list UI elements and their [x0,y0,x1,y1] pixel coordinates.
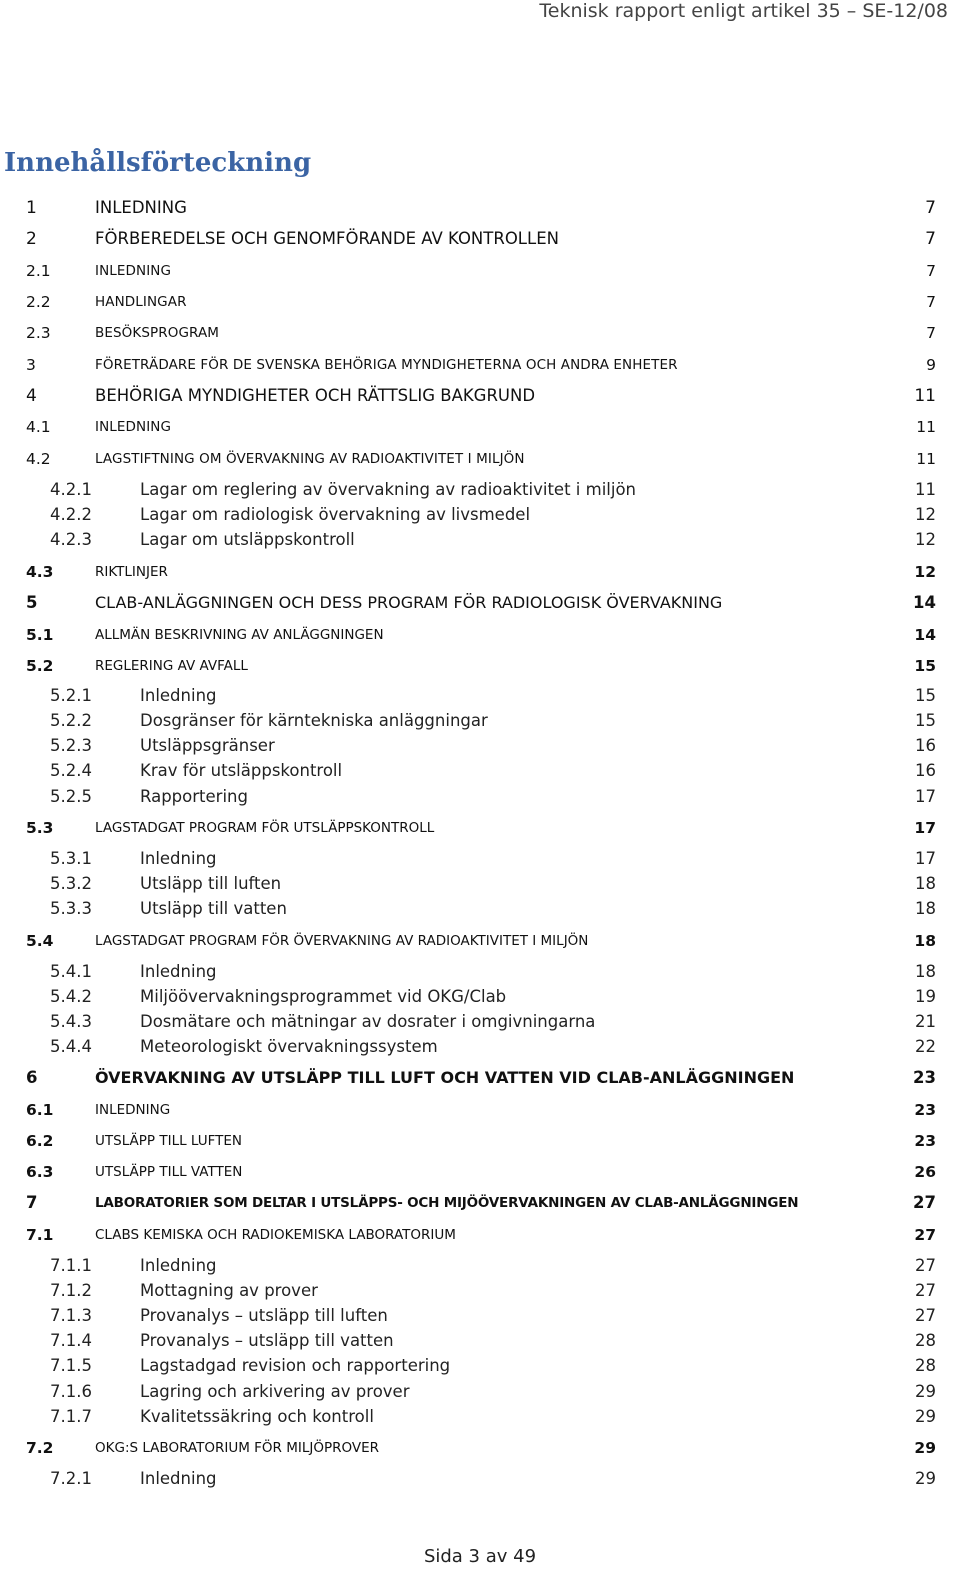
toc-entry-page: 7 [925,229,936,249]
toc-entry[interactable] [0,1329,960,1353]
toc-entry[interactable] [0,1191,960,1215]
toc-entry-number: 2 [26,229,37,249]
toc-entry-page: 11 [914,386,936,406]
toc-entry-label: INLEDNING [95,419,172,435]
toc-entry-number: 5.4.2 [50,987,92,1006]
toc-entry-label: Lagstadgad revision och rapportering [140,1356,451,1375]
toc-entry-label: Inledning [140,1256,217,1275]
toc-entry[interactable] [0,1405,960,1429]
toc-entry-label: UTSLÄPP TILL LUFTEN [95,1133,243,1149]
toc-entry-number: 7.1 [26,1226,54,1244]
toc-entry-page: 19 [915,987,936,1006]
toc-entry-number: 4.1 [26,418,51,436]
toc-entry-number: 4.3 [26,563,54,581]
toc-entry-number: 7.1.1 [50,1256,92,1275]
toc-entry-number: 5.3.1 [50,849,92,868]
toc-entry-label: REGLERING AV AVFALL [95,658,248,674]
toc-entry-label: RIKTLINJER [95,564,168,580]
toc-entry-number: 7.1.6 [50,1382,92,1401]
toc-entry-page: 27 [915,1256,936,1275]
toc-entry-label: Mottagning av prover [140,1281,318,1300]
toc-entry-page: 27 [913,1193,936,1212]
toc-entry[interactable] [0,196,960,220]
toc-entry-number: 6 [26,1068,38,1087]
toc-entry-label: Lagar om reglering av övervakning av radioaktivitet i miljön [140,480,636,499]
toc-entry-page: 23 [914,1101,936,1119]
toc-title: Innehållsförteckning [4,148,312,178]
toc-entry-number: 7 [26,1193,38,1212]
toc-entry-label: Inledning [140,962,217,981]
toc-entry[interactable] [0,654,960,678]
toc-entry-number: 5.3.3 [50,899,92,918]
toc-entry[interactable] [0,1129,960,1153]
toc-entry-page: 21 [915,1012,936,1031]
toc-entry[interactable] [0,1354,960,1378]
toc-entry-page: 15 [915,686,936,705]
toc-entry-page: 18 [915,874,936,893]
toc-entry-number: 7.1.7 [50,1407,92,1426]
toc-entry-label: BEHÖRIGA MYNDIGHETER OCH RÄTTSLIG BAKGRUND [95,386,536,405]
toc-entry[interactable] [0,1380,960,1404]
toc-entry-number: 4 [26,386,37,406]
toc-entry-number: 5.2.5 [50,787,92,806]
toc-entry[interactable] [0,478,960,502]
toc-entry-label: Utsläpp till vatten [140,899,287,918]
toc-entry-label: LAGSTADGAT PROGRAM FÖR ÖVERVAKNING AV RADIOAKTIVITET I MILJÖN [95,933,589,949]
toc-entry-label: LABORATORIER SOM DELTAR I UTSLÄPPS- OCH MIJÖÖVERVAKNINGEN AV CLAB-ANLÄGGNINGEN [95,1195,799,1211]
toc-entry[interactable] [0,1223,960,1247]
toc-entry-label: Miljöövervakningsprogrammet vid OKG/Clab [140,987,507,1006]
toc-entry[interactable] [0,897,960,921]
toc-entry-page: 9 [926,356,936,374]
toc-entry-page: 16 [915,736,936,755]
running-header: Teknisk rapport enligt artikel 35 – SE-12/08 [539,0,948,22]
toc-entry-label: Inledning [140,1469,217,1488]
toc-entry[interactable] [0,816,960,840]
toc-entry[interactable] [0,960,960,984]
toc-entry-number: 1 [26,198,37,218]
toc-entry-label: BESÖKSPROGRAM [95,325,220,341]
toc-entry[interactable] [0,985,960,1009]
toc-entry-page: 14 [914,626,936,644]
toc-entry[interactable] [0,353,960,377]
toc-entry-page: 7 [926,262,936,280]
toc-entry-page: 23 [914,1132,936,1150]
toc-entry-page: 11 [915,480,936,499]
toc-entry[interactable] [0,1010,960,1034]
toc-entry-label: FÖRETRÄDARE FÖR DE SVENSKA BEHÖRIGA MYNDIGHETERNA OCH ANDRA ENHETER [95,357,678,373]
toc-entry-number: 2.3 [26,324,51,342]
toc-entry-label: Lagar om utsläppskontroll [140,530,355,549]
toc-entry-label: Rapportering [140,787,248,806]
toc-entry[interactable] [0,929,960,953]
page-footer: Sida 3 av 49 [423,1546,537,1567]
toc-entry-number: 5.2.1 [50,686,92,705]
toc-entry-number: 6.1 [26,1101,54,1119]
toc-entry-page: 15 [914,657,936,675]
toc-entry-number: 7.1.2 [50,1281,92,1300]
toc-entry-page: 14 [913,593,936,612]
toc-entry-number: 5.2.3 [50,736,92,755]
toc-entry-page: 27 [915,1306,936,1325]
toc-entry-label: Krav för utsläppskontroll [140,761,343,780]
toc-entry-label: INLEDNING [95,198,187,217]
toc-entry-number: 6.2 [26,1132,54,1150]
toc-entry[interactable] [0,415,960,439]
toc-entry-label: ÖVERVAKNING AV UTSLÄPP TILL LUFT OCH VATTEN VID CLAB-ANLÄGGNINGEN [95,1068,795,1087]
toc-entry-page: 29 [914,1439,936,1457]
toc-entry-number: 5 [26,593,38,612]
toc-entry-page: 17 [915,787,936,806]
toc-entry-page: 27 [914,1226,936,1244]
toc-entry-number: 7.1.4 [50,1331,92,1350]
toc-entry[interactable] [0,503,960,527]
toc-entry-number: 5.3.2 [50,874,92,893]
toc-entry-number: 5.4.1 [50,962,92,981]
toc-entry-label: Lagar om radiologisk övervakning av livsmedel [140,505,531,524]
toc-entry-number: 5.4 [26,932,54,950]
toc-entry-number: 4.2.2 [50,505,92,524]
toc-entry-page: 26 [914,1163,936,1181]
toc-entry-page: 27 [915,1281,936,1300]
toc-entry[interactable] [0,623,960,647]
toc-entry[interactable] [0,684,960,708]
toc-entry-label: OKG:S LABORATORIUM FÖR MILJÖPROVER [95,1440,380,1456]
toc-entry[interactable] [0,384,960,408]
toc-entry-page: 23 [913,1068,936,1087]
toc-entry-label: Dosgränser för kärntekniska anläggningar [140,711,488,730]
toc-entry-page: 28 [915,1356,936,1375]
toc-entry[interactable] [0,227,960,251]
toc-entry[interactable] [0,1098,960,1122]
toc-entry-label: INLEDNING [95,263,172,279]
toc-entry-label: Inledning [140,849,217,868]
toc-entry-number: 5.4.3 [50,1012,92,1031]
toc-entry-page: 7 [926,324,936,342]
toc-entry[interactable] [0,591,960,615]
toc-entry-label: ALLMÄN BESKRIVNING AV ANLÄGGNINGEN [95,627,384,643]
toc-entry-label: UTSLÄPP TILL VATTEN [95,1164,243,1180]
toc-entry-label: Dosmätare och mätningar av dosrater i omgivningarna [140,1012,596,1031]
toc-entry-label: Utsläpp till luften [140,874,282,893]
toc-entry-number: 2.1 [26,262,51,280]
toc-entry-label: Utsläppsgränser [140,736,275,755]
toc-entry-page: 29 [915,1382,936,1401]
toc-entry-number: 4.2 [26,450,51,468]
toc-entry-label: INLEDNING [95,1102,171,1118]
toc-entry[interactable] [0,872,960,896]
toc-entry-label: Provanalys – utsläpp till luften [140,1306,388,1325]
toc-entry-number: 5.2.2 [50,711,92,730]
toc-entry-label: HANDLINGAR [95,294,187,310]
toc-entry-number: 4.2.1 [50,480,92,499]
toc-entry-number: 5.2.4 [50,761,92,780]
toc-entry-page: 17 [915,849,936,868]
toc-entry-page: 12 [914,563,936,581]
toc-entry[interactable] [0,734,960,758]
toc-entry[interactable] [0,259,960,283]
toc-entry-page: 29 [915,1407,936,1426]
toc-entry[interactable] [0,1066,960,1090]
toc-entry-number: 3 [26,356,36,374]
toc-entry[interactable] [0,759,960,783]
toc-entry-page: 16 [915,761,936,780]
toc-entry[interactable] [0,1254,960,1278]
toc-entry-number: 7.1.5 [50,1356,92,1375]
toc-entry-number: 7.2 [26,1439,54,1457]
toc-entry[interactable] [0,528,960,552]
toc-entry-label: CLAB-ANLÄGGNINGEN OCH DESS PROGRAM FÖR RADIOLOGISK ÖVERVAKNING [95,593,723,612]
toc-entry-number: 4.2.3 [50,530,92,549]
toc-entry-page: 18 [915,899,936,918]
toc-entry-label: Meteorologiskt övervakningssystem [140,1037,438,1056]
toc-entry-page: 15 [915,711,936,730]
toc-entry[interactable] [0,847,960,871]
toc-entry-label: Provanalys – utsläpp till vatten [140,1331,394,1350]
toc-entry-page: 12 [915,505,936,524]
toc-entry[interactable] [0,785,960,809]
toc-entry-page: 7 [926,293,936,311]
toc-entry[interactable] [0,447,960,471]
toc-entry[interactable] [0,321,960,345]
toc-entry-page: 7 [925,198,936,218]
toc-entry-number: 5.4.4 [50,1037,92,1056]
toc-entry[interactable] [0,1035,960,1059]
toc-entry-number: 5.3 [26,819,54,837]
toc-entry[interactable] [0,1279,960,1303]
toc-entry-label: Lagring och arkivering av prover [140,1382,410,1401]
toc-entry-page: 11 [916,418,936,436]
toc-entry-label: CLABS KEMISKA OCH RADIOKEMISKA LABORATORIUM [95,1227,456,1243]
toc-entry-page: 17 [914,819,936,837]
toc-entry-page: 28 [915,1331,936,1350]
toc-entry-number: 6.3 [26,1163,54,1181]
toc-entry-page: 12 [915,530,936,549]
toc-entry[interactable] [0,1304,960,1328]
toc-entry-number: 7.2.1 [50,1469,92,1488]
toc-entry-page: 18 [915,962,936,981]
toc-entry-page: 22 [915,1037,936,1056]
toc-entry-label: FÖRBEREDELSE OCH GENOMFÖRANDE AV KONTROLLEN [95,229,559,248]
toc-entry-label: Kvalitetssäkring och kontroll [140,1407,374,1426]
toc-entry[interactable] [0,560,960,584]
toc-entry[interactable] [0,1160,960,1184]
toc-entry[interactable] [0,709,960,733]
toc-entry-label: LAGSTADGAT PROGRAM FÖR UTSLÄPPSKONTROLL [95,820,435,836]
toc-entry-number: 2.2 [26,293,51,311]
toc-entry-label: Inledning [140,686,217,705]
toc-entry[interactable] [0,1467,960,1491]
toc-entry[interactable] [0,290,960,314]
toc-entry-label: LAGSTIFTNING OM ÖVERVAKNING AV RADIOAKTIVITET I MILJÖN [95,451,525,467]
toc-entry-page: 18 [914,932,936,950]
toc-entry-number: 5.1 [26,626,54,644]
toc-entry[interactable] [0,1436,960,1460]
toc-entry-number: 7.1.3 [50,1306,92,1325]
toc-entry-number: 5.2 [26,657,54,675]
toc-entry-page: 11 [916,450,936,468]
toc-entry-page: 29 [915,1469,936,1488]
